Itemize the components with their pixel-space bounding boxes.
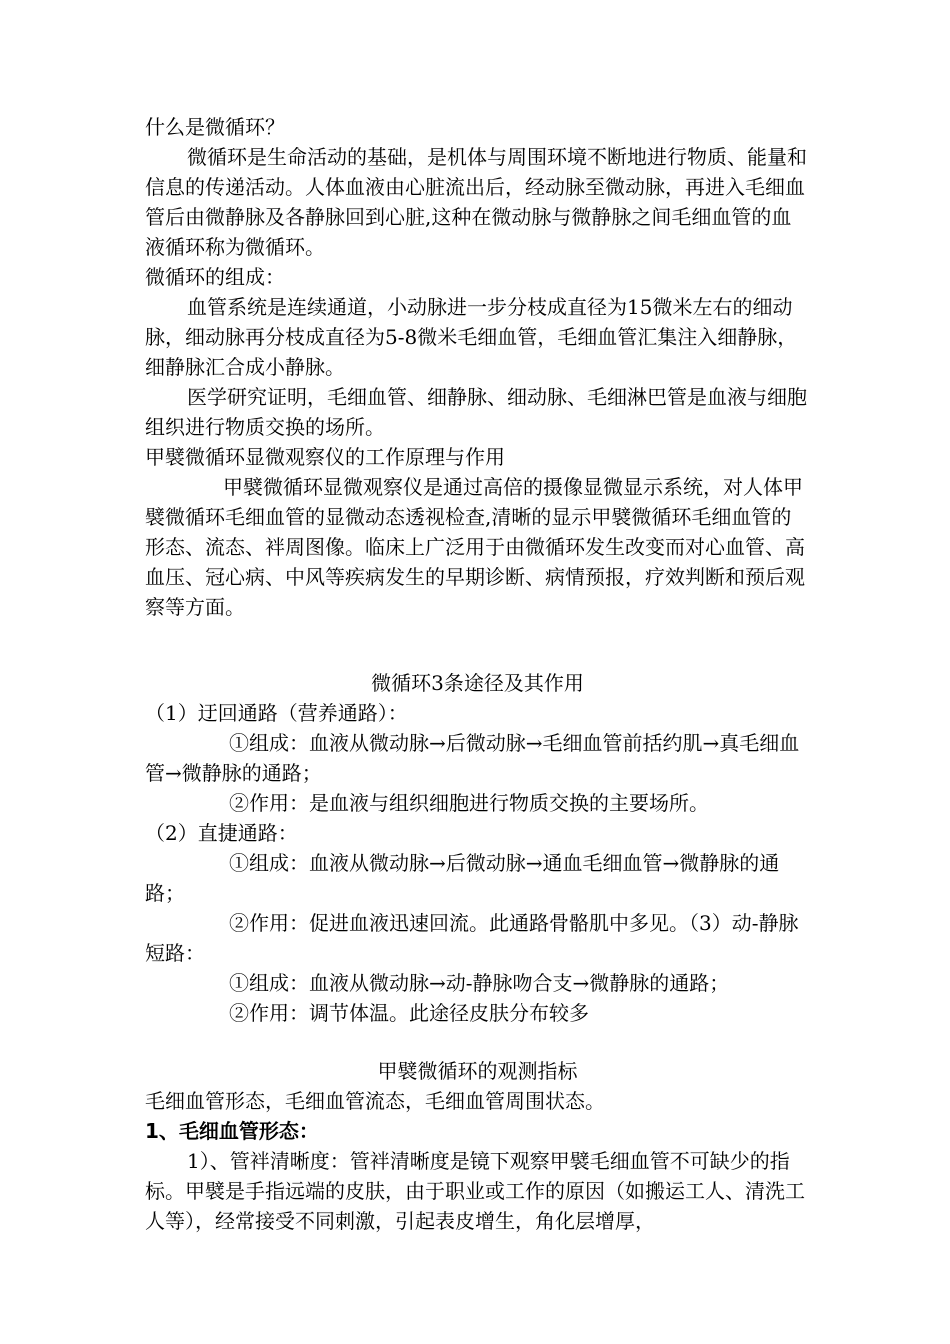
heading-composition: 微循环的组成： bbox=[145, 265, 285, 289]
pathway-2-title: （2）直捷通路： bbox=[145, 821, 298, 845]
pathway-2-composition: ①组成：血液从微动脉→后微动脉→通血毛细血管→微静脉的通路； bbox=[145, 851, 780, 905]
spacer bbox=[145, 622, 810, 668]
pathway-1-composition: ①组成：血液从微动脉→后微动脉→毛细血管前括约肌→真毛细血管→微静脉的通路； bbox=[145, 731, 800, 785]
indicators-summary: 毛细血管形态，毛细血管流态，毛细血管周围状态。 bbox=[145, 1089, 605, 1113]
pathway-3-function: ②作用：调节体温。此途径皮肤分布较多 bbox=[229, 1001, 589, 1025]
spacer bbox=[145, 1028, 810, 1056]
paragraph-instrument: 甲襞微循环显微观察仪是通过高倍的摄像显微显示系统，对人体甲襞微循环毛细血管的显微动态透视检查,清晰的显示甲襞微循环毛细血管的形态、流态、袢周图像。临床上广泛用于由微循环发生改变而对心血管、高血压、冠心病、中风等疾病发生的早期诊断、病情预报，疗效判断和预后观察等方面。 bbox=[145, 475, 805, 619]
paragraph-loop-clarity: 1）、管袢清晰度：管袢清晰度是镜下观察甲襞毛细血管不可缺少的指标。甲襞是手指远端的皮肤，由于职业或工作的原因（如搬运工人、清洗工人等），经常接受不同刺激，引起表皮增生，角化层增厚， bbox=[145, 1149, 805, 1233]
paragraph-vessel-system: 血管系统是连续通道，小动脉进一步分枝成直径为15微米左右的细动脉，细动脉再分枝成直径为5-8微米毛细血管，毛细血管汇集注入细静脉，细静脉汇合成小静脉。 bbox=[145, 295, 798, 379]
title-indicators: 甲襞微循环的观测指标 bbox=[377, 1059, 578, 1083]
pathway-2-function: ②作用：促进血液迅速回流。此通路骨骼肌中多见。（3）动-静脉短路： bbox=[145, 911, 799, 965]
heading-what-is-microcirculation: 什么是微循环？ bbox=[145, 115, 285, 139]
pathway-3-composition: ①组成：血液从微动脉→动-静脉吻合支→微静脉的通路； bbox=[229, 971, 730, 995]
title-three-pathways: 微循环3条途径及其作用 bbox=[371, 671, 584, 695]
heading-instrument: 甲襞微循环显微观察仪的工作原理与作用 bbox=[145, 445, 505, 469]
heading-capillary-morphology: 1、毛细血管形态： bbox=[145, 1119, 319, 1143]
paragraph-definition: 微循环是生命活动的基础，是机体与周围环境不断地进行物质、能量和信息的传递活动。人体血液由心脏流出后，经动脉至微动脉，再进入毛细血管后由微静脉及各静脉回到心脏,这种在微动脉与微静脉之间毛细血管的血液循环称为微循环。 bbox=[145, 145, 807, 259]
pathway-1-title: （1）迂回通路（营养通路）： bbox=[145, 701, 408, 725]
document-body bbox=[145, 112, 810, 1236]
pathway-1-function: ②作用：是血液与组织细胞进行物质交换的主要场所。 bbox=[229, 791, 709, 815]
paragraph-exchange-sites: 医学研究证明，毛细血管、细静脉、细动脉、毛细淋巴管是血液与细胞组织进行物质交换的场所。 bbox=[145, 385, 807, 439]
